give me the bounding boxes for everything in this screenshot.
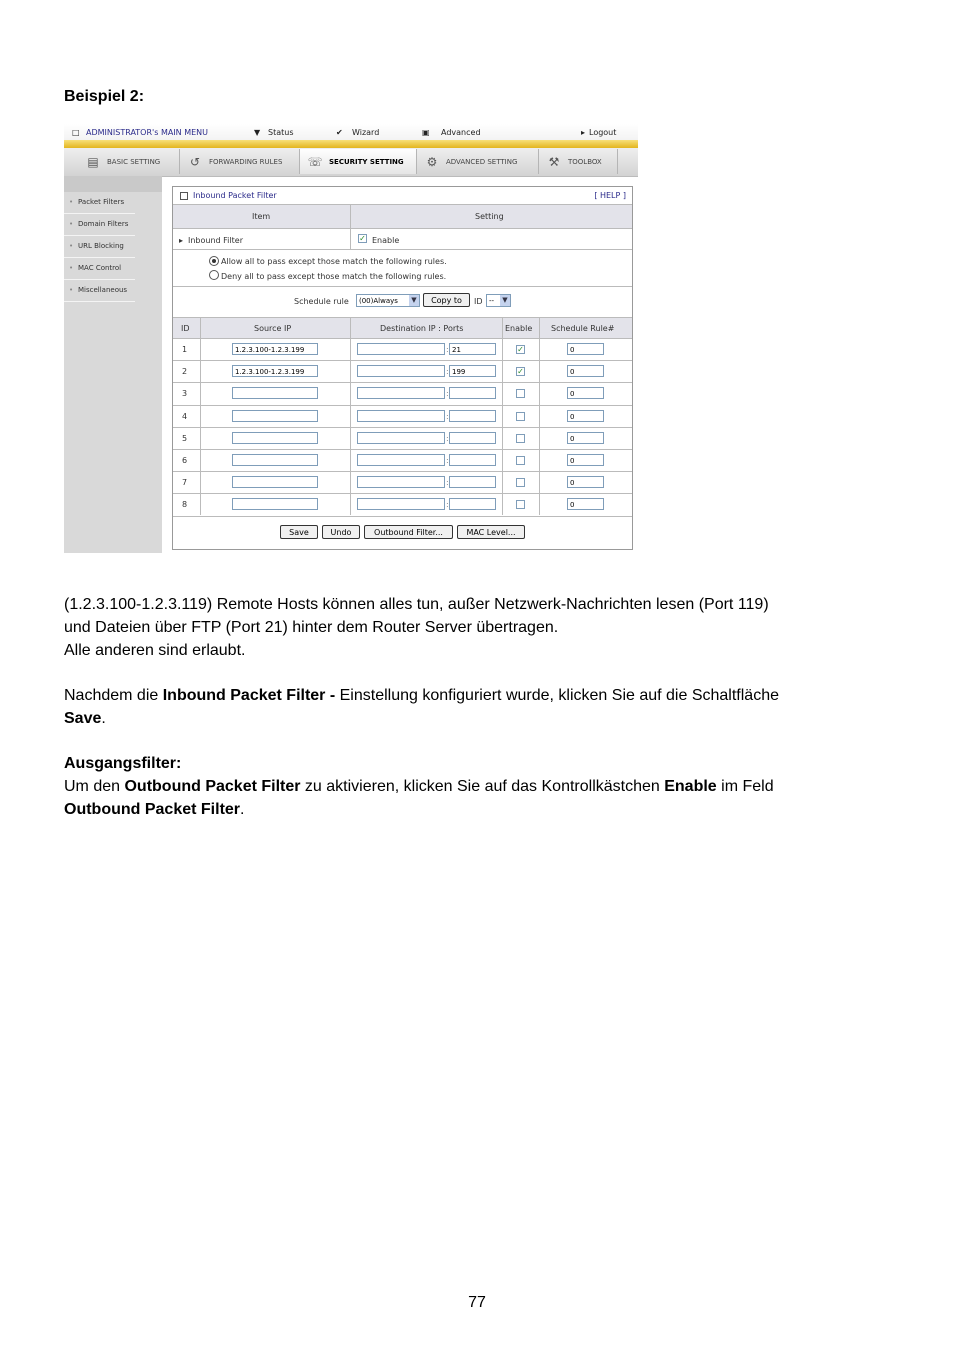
col-source-ip-header: Source IP [254, 324, 292, 333]
divider [173, 449, 632, 450]
example-heading: Beispiel 2: [64, 88, 145, 105]
text-span: Um den [64, 778, 125, 795]
text-line: und Dateien über FTP (Port 21) hinter dem Router Server übertragen. [64, 619, 559, 636]
text-bold: Outbound Packet Filter [64, 801, 241, 818]
port-input[interactable] [449, 498, 496, 510]
top-menu-bar [64, 124, 638, 140]
page-number: 77 [468, 1294, 486, 1311]
divider [502, 318, 503, 515]
row-id: 2 [182, 367, 188, 376]
advanced-setting-icon: ⚙ [426, 154, 438, 169]
status-icon: ▼ [254, 128, 261, 137]
logout-link[interactable]: Logout [589, 128, 617, 137]
allow-radio[interactable] [209, 256, 219, 266]
sidebar [64, 176, 162, 553]
port-input[interactable] [449, 432, 496, 444]
destination-ip-input[interactable] [357, 365, 445, 377]
copy-to-button[interactable]: Copy to [423, 293, 470, 307]
tab-label: TOOLBOX [568, 157, 602, 166]
row-id: 1 [182, 345, 188, 354]
text-bold: Outbound Packet Filter [124, 778, 301, 795]
inbound-enable-label: Enable [372, 236, 400, 245]
advanced-icon: ▣ [422, 128, 430, 137]
main-nav [64, 148, 638, 177]
enable-checkbox[interactable] [516, 389, 525, 398]
text-span: . [101, 710, 106, 727]
port-input[interactable] [449, 454, 496, 466]
port-separator: : [446, 345, 449, 354]
panel-header [173, 187, 632, 205]
sidebar-item-packet-filters[interactable]: • Packet Filters [64, 192, 135, 214]
row-id: 3 [182, 389, 188, 398]
destination-ip-input[interactable] [357, 432, 445, 444]
toolbox-icon: ⚒ [548, 154, 560, 169]
tab-basic-setting[interactable] [78, 149, 180, 174]
paragraph-remote-hosts [64, 593, 894, 662]
logout-arrow-icon: ▸ [581, 128, 586, 137]
enable-checkbox[interactable] [516, 500, 525, 509]
paragraph-outbound [64, 752, 894, 821]
divider [350, 318, 351, 515]
router-screenshot [64, 124, 638, 554]
save-button[interactable]: Save [280, 525, 318, 539]
text-bold: Inbound Packet Filter - [162, 687, 336, 704]
tab-label: SECURITY SETTING [329, 157, 404, 166]
text-span: Nachdem die [64, 687, 163, 704]
sidebar-stripe [64, 176, 162, 192]
divider [539, 318, 540, 515]
source-ip-input[interactable] [232, 498, 318, 510]
port-separator: : [446, 367, 449, 376]
port-separator: : [446, 456, 449, 465]
enable-checkbox[interactable] [516, 434, 525, 443]
row-id: 5 [182, 434, 188, 443]
text-line: Alle anderen sind erlaubt. [64, 642, 246, 659]
admin-main-menu-link[interactable]: ADMINISTRATOR's MAIN MENU [86, 128, 208, 137]
tab-security-setting[interactable] [300, 149, 417, 174]
enable-checkbox[interactable] [516, 456, 525, 465]
wizard-link[interactable]: Wizard [352, 128, 380, 137]
tab-forwarding-rules[interactable] [180, 149, 300, 174]
schedule-rule-value: (00)Always [359, 297, 398, 305]
col-enable-header: Enable [505, 324, 533, 333]
destination-ip-input[interactable] [357, 498, 445, 510]
tab-advanced-setting[interactable] [417, 149, 539, 174]
port-separator: : [446, 500, 449, 509]
row-id: 7 [182, 478, 188, 487]
panel-square-icon [180, 192, 188, 200]
source-ip-input[interactable] [232, 454, 318, 466]
paragraph-save-instruction [64, 684, 894, 730]
divider [173, 249, 632, 250]
enable-checkbox[interactable] [516, 412, 525, 421]
sidebar-item-miscellaneous[interactable]: • Miscellaneous [64, 280, 135, 302]
menu-square-icon: □ [72, 128, 80, 137]
row-arrow-icon: ▸ [179, 236, 184, 245]
port-separator: : [446, 478, 449, 487]
port-input[interactable]: 21 [449, 343, 496, 355]
basic-setting-icon: ▤ [87, 154, 99, 169]
rules-table-header [173, 318, 632, 339]
section-heading: Ausgangsfilter: [64, 755, 182, 772]
deny-radio[interactable] [209, 270, 219, 280]
text-bold: Save [64, 710, 102, 727]
tab-label: FORWARDING RULES [209, 157, 283, 166]
inbound-filter-label: Inbound Filter [188, 236, 243, 245]
source-ip-input[interactable] [232, 432, 318, 444]
inbound-filter-panel [172, 186, 633, 550]
outbound-filter-button[interactable]: Outbound Filter... [364, 525, 453, 539]
schedule-rule-input[interactable]: 0 [567, 343, 604, 355]
port-input[interactable] [449, 387, 496, 399]
text-span: zu aktivieren, klicken Sie auf das Kontrollkästchen [300, 778, 665, 795]
row-id: 8 [182, 500, 188, 509]
id-value: -- [489, 297, 495, 305]
col-setting-header: Setting [475, 212, 504, 221]
tab-toolbox[interactable] [539, 149, 618, 174]
help-link[interactable]: [ HELP ] [594, 191, 626, 200]
port-separator: : [446, 412, 449, 421]
text-span: . [240, 801, 245, 818]
enable-checkbox[interactable]: ✓ [517, 367, 524, 376]
deny-radio-label: Deny all to pass except those match the following rules. [221, 272, 447, 281]
port-separator: : [446, 389, 449, 398]
forwarding-rules-icon: ↺ [189, 154, 201, 169]
divider [173, 427, 632, 428]
destination-ip-input[interactable] [357, 343, 445, 355]
text-bold: Enable [664, 778, 717, 795]
schedule-rule-select[interactable] [356, 294, 420, 307]
chevron-down-icon: ▼ [409, 295, 419, 306]
destination-ip-input[interactable] [357, 454, 445, 466]
divider [173, 493, 632, 494]
port-input[interactable] [449, 410, 496, 422]
mac-level-button[interactable]: MAC Level... [457, 525, 525, 539]
text-span: im Feld [716, 778, 774, 795]
item-setting-header [173, 205, 632, 229]
schedule-rule-input[interactable]: 0 [567, 476, 604, 488]
source-ip-input[interactable] [232, 476, 318, 488]
divider [173, 360, 632, 361]
enable-checkbox[interactable]: ✓ [517, 345, 524, 354]
divider [173, 286, 632, 287]
destination-ip-input[interactable] [357, 476, 445, 488]
source-ip-input[interactable]: 1.2.3.100-1.2.3.199 [232, 365, 318, 377]
divider [200, 318, 201, 515]
gold-divider [64, 140, 638, 148]
sidebar-item-domain-filters[interactable]: • Domain Filters [64, 214, 135, 236]
status-link[interactable]: Status [268, 128, 294, 137]
divider [173, 405, 632, 406]
wizard-icon: ✔ [336, 128, 343, 137]
schedule-rule-input[interactable]: 0 [567, 410, 604, 422]
undo-button[interactable]: Undo [322, 525, 360, 539]
allow-radio-label: Allow all to pass except those match the following rules. [221, 257, 447, 266]
text-line: (1.2.3.100-1.2.3.119) Remote Hosts können alles tun, außer Netzwerk-Nachrichten lesen (Port 119) [64, 596, 769, 613]
panel-title: Inbound Packet Filter [193, 191, 277, 200]
sidebar-item-mac-control[interactable]: • MAC Control [64, 258, 135, 280]
security-setting-icon: ☏ [307, 154, 323, 169]
col-destination-header: Destination IP : Ports [380, 324, 464, 333]
schedule-rule-input[interactable]: 0 [567, 387, 604, 399]
source-ip-input[interactable] [232, 387, 318, 399]
col-item-header: Item [252, 212, 271, 221]
chevron-down-icon: ▼ [500, 295, 510, 306]
row-id: 4 [182, 412, 188, 421]
sidebar-item-url-blocking[interactable]: • URL Blocking [64, 236, 135, 258]
enable-checkbox[interactable] [516, 478, 525, 487]
row-id: 6 [182, 456, 188, 465]
id-label: ID [474, 297, 483, 306]
source-ip-input[interactable] [232, 410, 318, 422]
divider [350, 205, 351, 249]
tab-label: BASIC SETTING [107, 157, 161, 166]
id-select[interactable] [486, 294, 511, 307]
destination-ip-input[interactable] [357, 387, 445, 399]
port-input[interactable]: 199 [449, 365, 496, 377]
source-ip-input[interactable]: 1.2.3.100-1.2.3.199 [232, 343, 318, 355]
col-schedule-header: Schedule Rule# [551, 324, 615, 333]
port-input[interactable] [449, 476, 496, 488]
tab-label: ADVANCED SETTING [446, 157, 518, 166]
port-separator: : [446, 434, 449, 443]
schedule-rule-input[interactable]: 0 [567, 432, 604, 444]
schedule-rule-input[interactable]: 0 [567, 498, 604, 510]
schedule-rule-label: Schedule rule [294, 297, 349, 306]
col-id-header: ID [181, 324, 190, 333]
schedule-rule-input[interactable]: 0 [567, 454, 604, 466]
divider [173, 382, 632, 383]
advanced-link[interactable]: Advanced [441, 128, 481, 137]
divider [173, 516, 632, 517]
divider [173, 471, 632, 472]
schedule-rule-input[interactable]: 0 [567, 365, 604, 377]
destination-ip-input[interactable] [357, 410, 445, 422]
text-span: Einstellung konfiguriert wurde, klicken Sie auf die Schaltfläche [335, 687, 779, 704]
inbound-enable-checkbox[interactable]: ✓ [359, 234, 366, 243]
